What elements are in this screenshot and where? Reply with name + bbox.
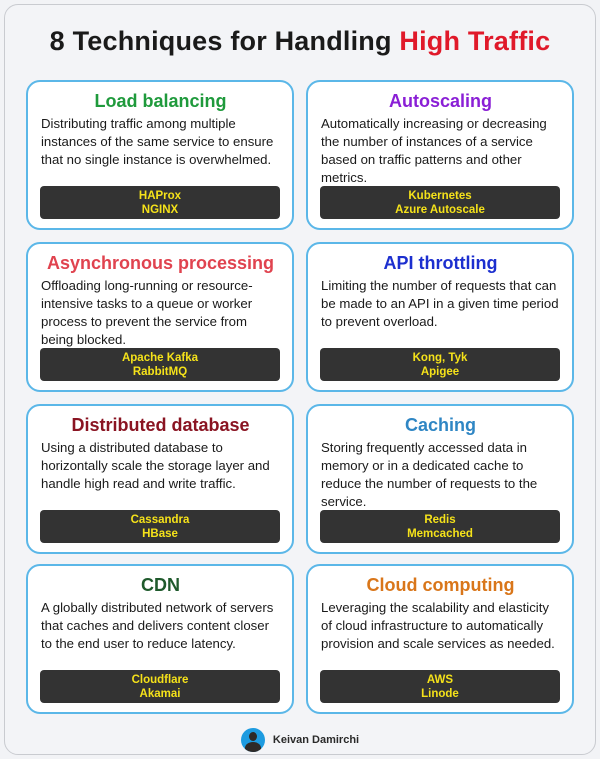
avatar [241,728,265,752]
tool-label: HAProx [138,189,182,202]
card-cloud-computing [306,564,574,714]
card-load-balancing [26,80,294,230]
tool-label: NGINX [141,203,179,216]
card-description: Limiting the number of requests that can be made to an API in a given time period to prevent overload. [321,278,559,329]
card-description: A globally distributed network of servers that caches and delivers content closer to the end user to reduce latency. [41,600,274,651]
tools-box [320,670,560,703]
tool-label: Kubernetes [408,189,472,202]
card-description: Storing frequently accessed data in memory or in a dedicated cache to reduce the number of requests to the service. [321,440,538,509]
card-description: Distributing traffic among multiple instances of the same service to ensure that no single instance is overwhelmed. [41,116,274,167]
tool-label: Cloudflare [131,673,189,686]
tool-label: AWS [426,673,454,686]
tool-label: RabbitMQ [132,365,188,378]
card-heading: Distributed database [71,415,250,435]
card-asynchronous-processing [26,242,294,392]
card-description: Leveraging the scalability and elasticity of cloud infrastructure to automatically provision and scale services as needed. [321,600,555,651]
card-description: Offloading long-running or resource-intensive tasks to a queue or worker process to prevent the service from being blocked. [41,278,253,347]
tools-box [320,510,560,543]
tools-box [40,510,280,543]
card-heading: Asynchronous processing [46,253,275,273]
card-caching [306,404,574,554]
card-heading: CDN [141,575,180,595]
card-heading: Caching [404,415,476,435]
tool-label: HBase [142,527,178,540]
card-distributed-database [26,404,294,554]
tool-label: Apache Kafka [121,351,199,364]
card-heading: API throttling [383,253,498,273]
card-description: Using a distributed database to horizontally scale the storage layer and handle high read and write traffic. [41,440,270,491]
card-heading: Autoscaling [388,91,492,111]
tool-label: Akamai [139,687,181,700]
tool-label: Kong, Tyk [412,351,468,364]
title-main: 8 Techniques for Handling [49,26,400,56]
tools-box [40,186,280,219]
card-api-throttling [306,242,574,392]
card-description: Automatically increasing or decreasing the number of instances of a service based on traffic patterns and other metrics. [321,116,547,185]
tool-label: Memcached [407,527,473,540]
tool-label: Azure Autoscale [395,203,485,216]
tool-label: Linode [421,687,459,700]
tools-box [40,348,280,381]
tools-box [320,348,560,381]
author-footer [0,726,600,754]
page-title [0,26,600,57]
card-cdn [26,564,294,714]
title-highlight: High Traffic [399,26,551,56]
card-heading: Load balancing [94,91,227,111]
tools-box [40,670,280,703]
tools-box [320,186,560,219]
card-heading: Cloud computing [366,575,515,595]
tool-label: Cassandra [130,513,190,526]
card-autoscaling [306,80,574,230]
tool-label: Apigee [420,365,460,378]
tool-label: Redis [424,513,456,526]
author-name: Keivan Damirchi [272,734,360,746]
